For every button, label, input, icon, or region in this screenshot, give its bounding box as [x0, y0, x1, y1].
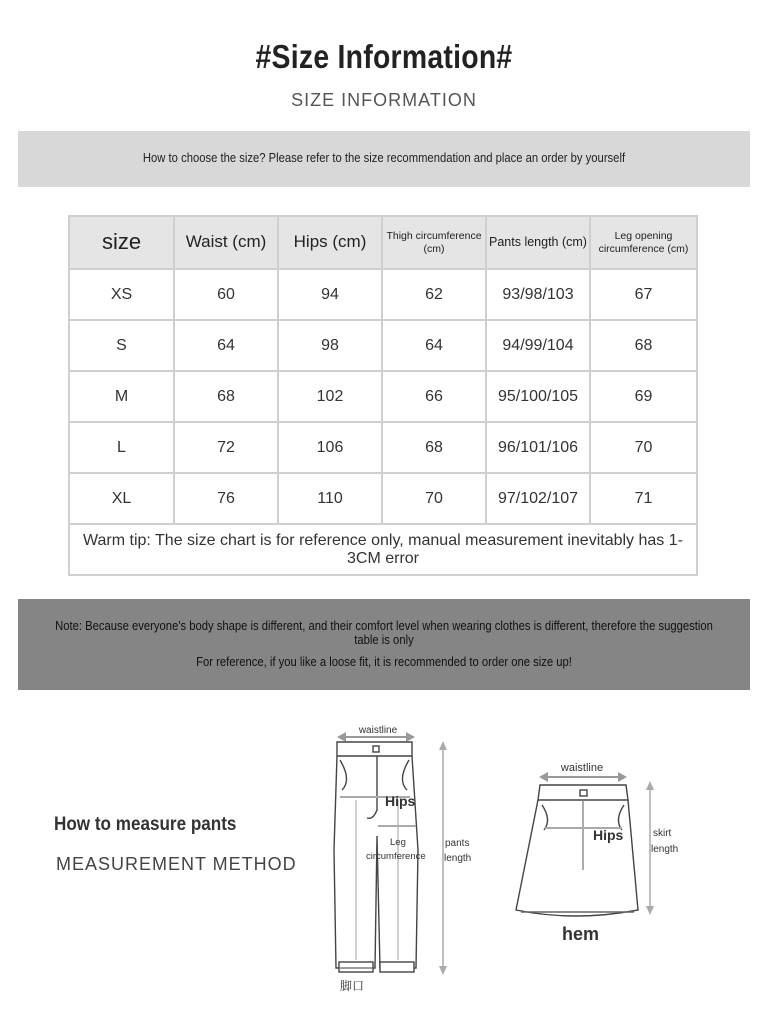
note-line-1: Note: Because everyone's body shape is different, and their comfort level when wearing clothes is different, therefore the suggestion table is only: [55, 619, 713, 647]
cell-size: M: [69, 371, 174, 422]
header-size: size: [69, 216, 174, 269]
skirt-diagram: [516, 772, 654, 916]
cell-length: 94/99/104: [486, 320, 590, 371]
cell-waist: 76: [174, 473, 278, 524]
cell-waist: 64: [174, 320, 278, 371]
cell-length: 95/100/105: [486, 371, 590, 422]
cell-size: L: [69, 422, 174, 473]
cell-leg: 70: [590, 422, 697, 473]
pants-leg-label-2: circumference: [366, 851, 426, 862]
skirt-length-label-2: length: [651, 844, 679, 855]
cell-waist: 72: [174, 422, 278, 473]
measure-title: How to measure pants: [54, 814, 237, 835]
cell-size: S: [69, 320, 174, 371]
skirt-waistline-label: waistline: [560, 762, 604, 774]
cell-thigh: 62: [382, 269, 486, 320]
pants-waistline-label: waistline: [358, 725, 398, 736]
page-subtitle: SIZE INFORMATION: [291, 90, 477, 110]
cell-hips: 110: [278, 473, 382, 524]
cell-size: XL: [69, 473, 174, 524]
header-waist: Waist (cm): [174, 216, 278, 269]
cell-thigh: 68: [382, 422, 486, 473]
header-leg-opening: Leg opening circumference (cm): [590, 216, 697, 269]
cell-length: 96/101/106: [486, 422, 590, 473]
pants-length-label-2: length: [444, 853, 472, 864]
page-title: #Size Information#: [255, 38, 513, 75]
cell-length: 97/102/107: [486, 473, 590, 524]
skirt-hips-label: Hips: [593, 827, 624, 843]
skirt-hem-label: hem: [562, 924, 600, 944]
cell-waist: 68: [174, 371, 278, 422]
measure-subtitle: MEASUREMENT METHOD: [56, 854, 297, 874]
cell-size: XS: [69, 269, 174, 320]
intro-text: How to choose the size? Please refer to the size recommendation and place an order by yourself: [142, 151, 626, 165]
cell-hips: 98: [278, 320, 382, 371]
cell-leg: 67: [590, 269, 697, 320]
cell-thigh: 70: [382, 473, 486, 524]
cell-hips: 106: [278, 422, 382, 473]
header-hips: Hips (cm): [278, 216, 382, 269]
cell-leg: 69: [590, 371, 697, 422]
header-pants-length: Pants length (cm): [486, 216, 590, 269]
skirt-length-label-1: skirt: [653, 828, 672, 839]
warm-tip: Warm tip: The size chart is for reference only, manual measurement inevitably has 1-3CM error: [69, 524, 697, 575]
pants-hem-label: 脚口: [340, 979, 365, 993]
pants-hips-label: Hips: [385, 793, 416, 809]
header-thigh: Thigh circumference (cm): [382, 216, 486, 269]
cell-thigh: 64: [382, 320, 486, 371]
pants-leg-label-1: Leg: [390, 837, 406, 848]
cell-waist: 60: [174, 269, 278, 320]
cell-length: 93/98/103: [486, 269, 590, 320]
cell-hips: 102: [278, 371, 382, 422]
cell-leg: 71: [590, 473, 697, 524]
cell-hips: 94: [278, 269, 382, 320]
cell-leg: 68: [590, 320, 697, 371]
note-line-2: For reference, if you like a loose fit, it is recommended to order one size up!: [196, 655, 572, 669]
cell-thigh: 66: [382, 371, 486, 422]
pants-length-label-1: pants: [445, 838, 470, 849]
